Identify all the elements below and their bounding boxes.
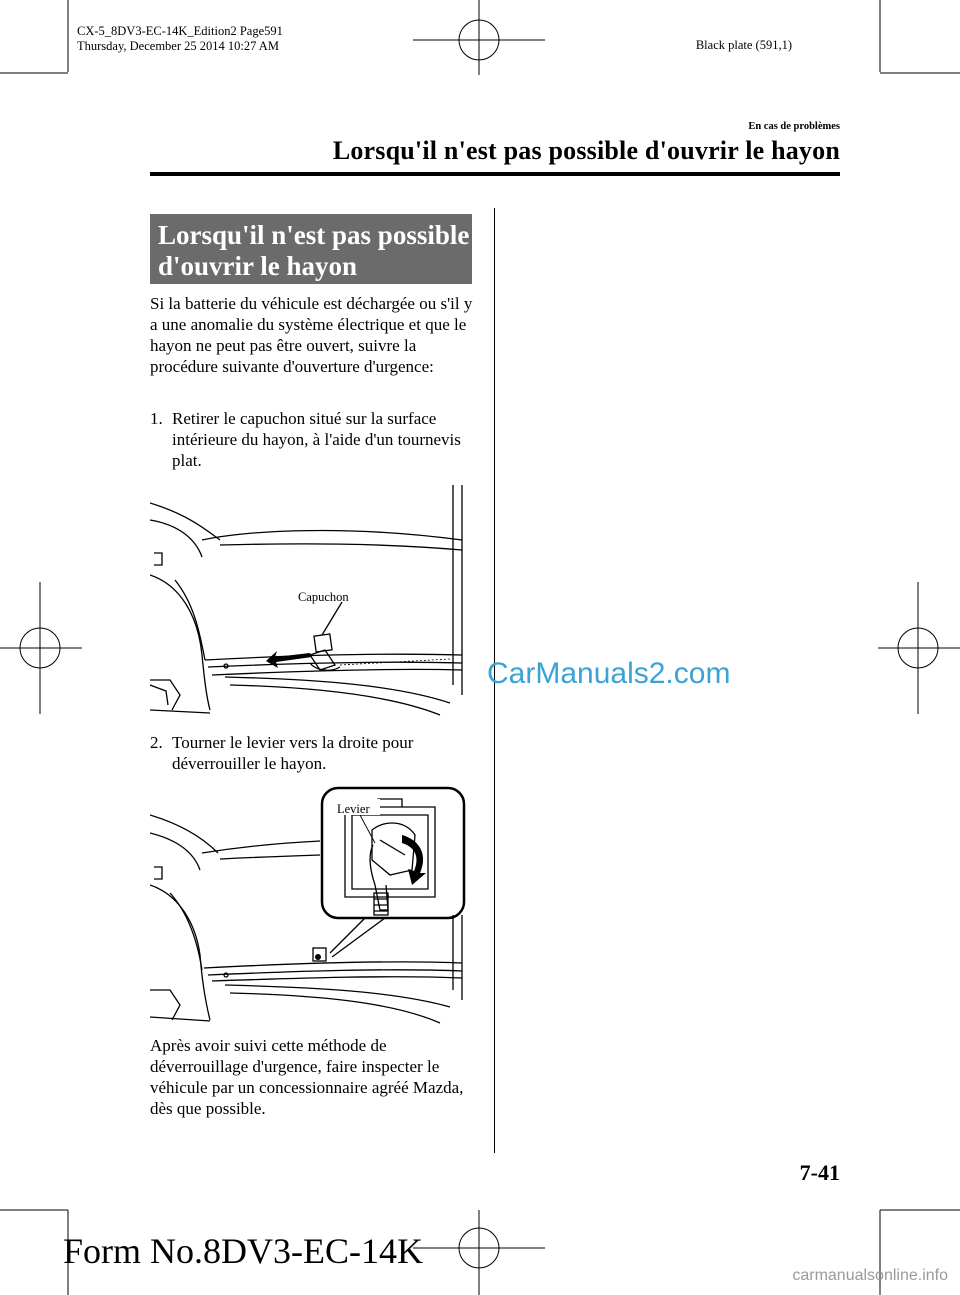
step-2-number: 2. <box>150 733 163 752</box>
print-meta-line2: Thursday, December 25 2014 10:27 AM <box>77 39 279 53</box>
page-number: 7-41 <box>799 1160 840 1185</box>
step-2 <box>150 732 482 774</box>
form-number: Form No.8DV3-EC-14K <box>63 1231 423 1271</box>
figure-cap-location <box>150 485 470 720</box>
article-title-line2: d'ouvrir le hayon <box>158 251 358 281</box>
step-1-number: 1. <box>150 409 163 428</box>
step-2-text: Tourner le levier vers la droite pour déverrouiller le hayon. <box>172 733 414 773</box>
closing-paragraph: Après avoir suivi cette méthode de déverrouillage d'urgence, faire inspecter le véhicule par un concessionnaire agréé Mazda, dès que possible. <box>150 1036 464 1118</box>
figure2-label: Levier <box>337 802 370 816</box>
article-title-line1: Lorsqu'il n'est pas possible <box>158 220 470 250</box>
watermark-corner: carmanualsonline.info <box>792 1267 948 1284</box>
figure1-label: Capuchon <box>298 590 349 604</box>
step-1 <box>150 408 482 471</box>
figure-lever-detail <box>150 785 470 1030</box>
print-meta <box>77 24 283 54</box>
article-title <box>150 214 472 284</box>
header-rule <box>150 172 840 176</box>
plate-info: Black plate (591,1) <box>695 38 792 52</box>
running-header-title: Lorsqu'il n'est pas possible d'ouvrir le hayon <box>332 136 840 165</box>
section-name: En cas de problèmes <box>748 121 840 132</box>
watermark-center: CarManuals2.com <box>487 657 731 690</box>
print-meta-line1: CX-5_8DV3-EC-14K_Edition2 Page591 <box>77 24 283 38</box>
step-1-text: Retirer le capuchon situé sur la surface intérieure du hayon, à l'aide d'un tournevis plat. <box>172 409 461 470</box>
intro-paragraph: Si la batterie du véhicule est déchargée ou s'il y a une anomalie du système électrique et que le hayon ne peut pas être ouvert, suivre la procédure suivante d'ouverture d'urgence: <box>150 294 473 376</box>
